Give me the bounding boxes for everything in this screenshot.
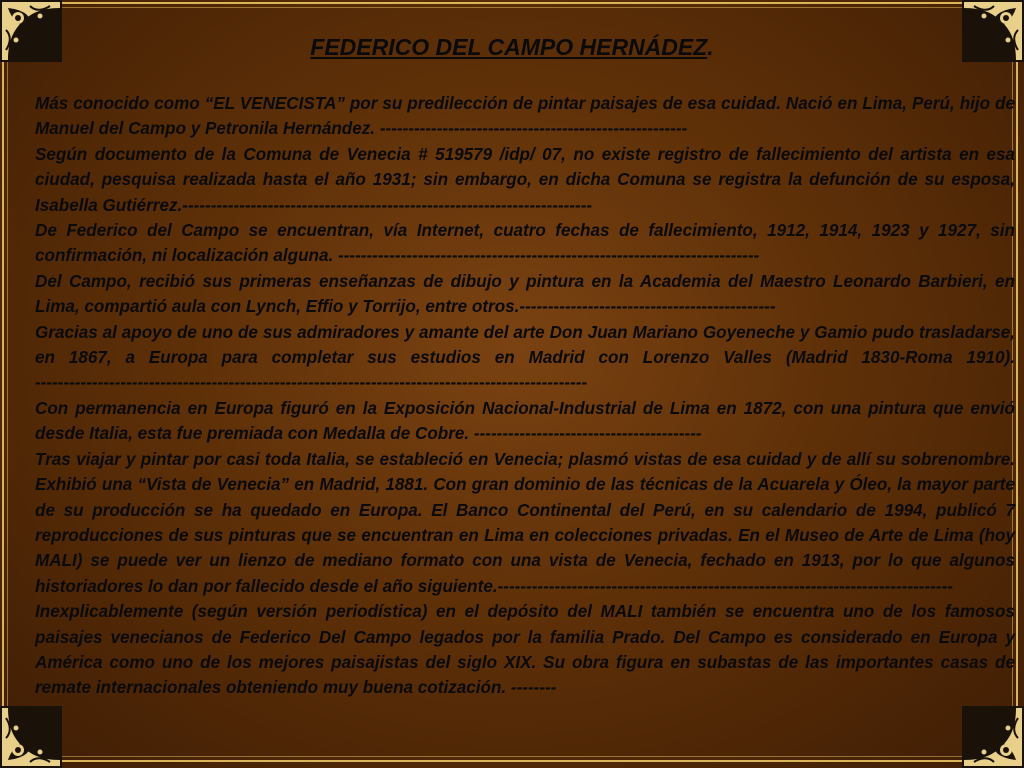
paragraph-text: Más conocido como “EL VENECISTA” por su predilección de pintar paisajes de esa cuidad. Nació en Lima, Perú, hijo de Manuel del Campo y Petronila Hernández. — [35, 94, 1015, 139]
dash-separator: -------------------------------------------------------------------------- — [338, 246, 760, 266]
paragraph — [35, 218, 1015, 269]
paragraph — [35, 447, 1015, 599]
dash-separator: -------- — [510, 678, 557, 698]
dash-separator: ------------------------------------------------------------------------ — [182, 195, 593, 215]
ornament-corner-icon — [0, 706, 62, 768]
dash-separator: -------------------------------------------------------------------------------- — [497, 576, 953, 596]
dash-separator: ------------------------------------------------------------------------------------------------- — [35, 373, 588, 393]
dash-separator: --------------------------------------------- — [519, 297, 776, 317]
paragraph — [35, 396, 1015, 447]
paragraph — [35, 269, 1015, 320]
dash-separator: ---------------------------------------- — [473, 424, 702, 444]
title-name: FEDERICO DEL CAMPO HERNÁDEZ — [310, 34, 708, 60]
title-period: . — [707, 34, 714, 60]
slide-title — [0, 34, 1024, 61]
paragraph-text: Del Campo, recibió sus primeras enseñanzas de dibujo y pintura en la Academia del Maestro Leonardo Barbieri, en Lima, compartió aula con Lynch, Effio y Torrijo, entre otros. — [35, 271, 1015, 317]
paragraph-text: Inexplicablemente (según versión periodística) en el depósito del MALI también se encuentra uno de los famosos paisajes venecianos de Federico Del Campo legados por la familia Prado. Del Campo es considerado en Europa y América como uno de los mejores paisajistas del siglo XIX. Su obra figura en subastas de las importantes casas de remate internacionales obteniendo muy buena cotización. — [35, 602, 1015, 698]
paragraph-text: Según documento de la Comuna de Venecia # 519579 /idp/ 07, no existe registro de fallecimiento del artista en esa ciudad, pesquisa realizada hasta el año 1931; sin embargo, en dicha Comuna se registra la defunción de su esposa, Isabella Gutiérrez. — [35, 144, 1015, 215]
paragraph-text: Con permanencia en Europa figuró en la Exposición Nacional-Industrial de Lima en 1872, con una pintura que envió desde Italia, esta fue premiada con Medalla de Cobre. — [35, 398, 1015, 444]
dash-separator: ------------------------------------------------------ — [379, 119, 688, 139]
paragraph-text: De Federico del Campo se encuentran, vía Internet, cuatro fechas de fallecimiento, 1912, 1914, 1923 y 1927, sin confirmación, ni localización alguna. — [35, 221, 1015, 266]
biography-text — [35, 91, 1015, 701]
paragraph-text: Tras viajar y pintar por casi toda Italia, se estableció en Venecia; plasmó vistas de esa cuidad y de allí su sobrenombre. Exhibió una “Vista de Venecia” en Madrid, 1881. Con gran dominio de las técnicas de la Acuarela y Óleo, la mayor parte de su producción se ha quedado en Europa. El Banco Continental del Perú, en su calendario de 1994, publicó 7 reproducciones de sus pinturas que se encuentran en Lima en colecciones privadas. En el Museo de Arte de Lima (hoy MALI) se puede ver un lienzo de mediano formato con una vista de Venecia, fechado en 1913, por lo que algunos historiadores lo dan por fallecido desde el año siguiente. — [35, 449, 1015, 596]
paragraph-text: Gracias al apoyo de uno de sus admiradores y amante del arte Don Juan Mariano Goyeneche y Gamio pudo trasladarse, en 1867, a Europa para completar sus estudios en Madrid con Lorenzo Valles (Madrid 1830-Roma 1910). — [35, 322, 1015, 368]
paragraph — [35, 599, 1015, 701]
paragraph — [35, 91, 1015, 142]
paragraph — [35, 142, 1015, 218]
paragraph — [35, 320, 1015, 396]
ornament-corner-icon — [962, 706, 1024, 768]
